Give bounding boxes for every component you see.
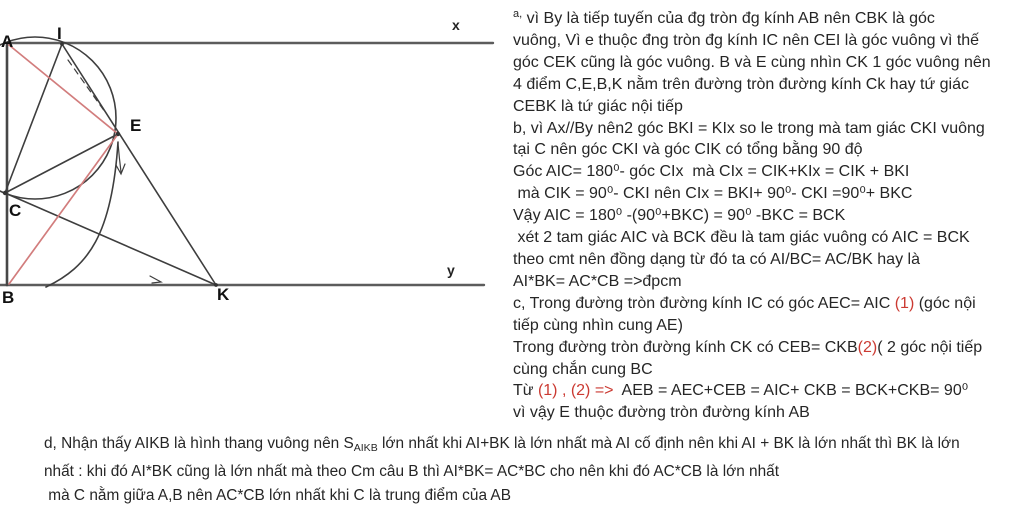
text-line (513, 380, 1021, 402)
text-segment: lớn nhất khi AI+BK là lớn nhất mà AI cố định nên khi AI + BK là lớn nhất thì BK là lớn (377, 435, 960, 452)
text-line (513, 402, 1021, 424)
part-d-text-block (44, 432, 1024, 508)
text-segment: Trong đường tròn đường kính CK có CEB= CKB (513, 338, 858, 356)
text-segment: theo cmt nên đồng dạng từ đó ta có AI/BC= AC/BK hay là (513, 250, 920, 268)
text-segment: nhất : khi đó AI*BK cũng là lớn nhất mà theo Cm câu B thì AI*BK= AC*BC cho nên khi đó AC*CB là lớn nhất (44, 463, 779, 480)
text-line (513, 183, 1021, 205)
text-line (513, 227, 1021, 249)
text-line (513, 337, 1021, 359)
label-a: A (1, 32, 14, 51)
text-line (513, 4, 1021, 30)
segment-ik (62, 44, 216, 285)
label-i: I (57, 24, 62, 43)
segment-ae-red (9, 45, 118, 134)
text-line (513, 271, 1021, 293)
text-segment: Góc AIC= 180⁰- góc CIx mà CIx = CIK+KIx = CIK + BKI (513, 163, 910, 181)
text-line (513, 315, 1021, 337)
text-line (513, 118, 1021, 140)
text-segment: CEBK là tứ giác nội tiếp (513, 97, 683, 115)
label-k: K (217, 285, 230, 304)
label-e: E (130, 116, 142, 135)
text-line (44, 432, 1024, 460)
text-line (513, 96, 1021, 118)
text-segment: vì vậy E thuộc đường tròn đường kính AB (513, 404, 810, 422)
label-b: B (2, 288, 15, 307)
text-line (513, 30, 1021, 52)
highlighted-reference: (1) (894, 294, 915, 312)
down-arrow-shaft (118, 143, 121, 172)
geometry-figure (0, 0, 510, 330)
text-segment: mà CIK = 90⁰- CKI nên CIx = BKI+ 90⁰- CKI =90⁰+ BKC (513, 185, 913, 203)
highlighted-reference: (2) (857, 338, 878, 356)
segment-ck (5, 193, 216, 285)
text-segment: (góc nội (914, 294, 976, 312)
text-segment: tiếp cùng nhìn cung AE) (513, 316, 683, 334)
label-y-axis: y (447, 262, 455, 278)
text-segment: vì By là tiếp tuyến của đg tròn đg kính AB nên CBK là góc (522, 10, 935, 27)
text-segment: AIKB (353, 442, 378, 454)
text-line (513, 205, 1021, 227)
text-segment: AEB = AEC+CEB = AIC+ CKB = BCK+CKB= 90⁰ (617, 382, 969, 400)
text-line (44, 484, 1024, 508)
text-segment: mà C nằm giữa A,B nên AC*CB lớn nhất khi C là trung điểm của AB (44, 487, 511, 504)
text-segment: Từ (513, 382, 538, 400)
text-line (513, 52, 1021, 74)
segment-eb-red (9, 134, 118, 284)
text-line (513, 161, 1021, 183)
highlighted-reference: (1) , (2) => (537, 382, 618, 400)
text-line (513, 293, 1021, 315)
text-segment: vuông, Vì e thuộc đng tròn đg kính IC nên CEI là góc vuông vì thế (513, 31, 980, 49)
text-segment: ( 2 góc nội tiếp (877, 338, 983, 356)
text-line (513, 139, 1021, 161)
text-line (513, 74, 1021, 96)
text-line (513, 249, 1021, 271)
text-segment: a, (513, 8, 523, 20)
arc-circle-ck (46, 142, 118, 287)
point-e (116, 132, 120, 136)
arrow-tick-icon (150, 276, 161, 283)
text-segment: c, Trong đường tròn đường kính IC có góc AEC= AIC (513, 294, 895, 312)
solution-text-block (513, 4, 1021, 424)
text-segment: Vậy AIC = 180⁰ -(90⁰+BKC) = 90⁰ -BKC = BCK (513, 207, 846, 225)
text-line (44, 460, 1024, 484)
point-c (3, 191, 7, 195)
text-segment: b, vì Ax//By nên2 góc BKI = KIx so le trong mà tam giác CKI vuông (513, 119, 985, 137)
label-x-axis: x (452, 17, 460, 33)
text-segment: cùng chắn cung BC (513, 360, 653, 378)
segment-ic (5, 44, 62, 193)
text-line (513, 359, 1021, 381)
label-c: C (9, 201, 22, 220)
text-segment: xét 2 tam giác AIC và BCK đều là tam giác vuông có AIC = BCK (513, 229, 970, 247)
text-segment: 4 điểm C,E,B,K nằm trên đường tròn đường kính Ck hay tứ giác (513, 75, 969, 93)
text-segment: AI*BK= AC*CB =>đpcm (513, 272, 682, 290)
text-segment: d, Nhận thấy AIKB là hình thang vuông nên S (44, 435, 354, 452)
text-segment: góc CEK cũng là góc vuông. B và E cùng nhìn CK 1 góc vuông nên (513, 53, 991, 71)
text-segment: tại C nên góc CKI và góc CIK có tổng bằng 90 độ (513, 141, 863, 159)
